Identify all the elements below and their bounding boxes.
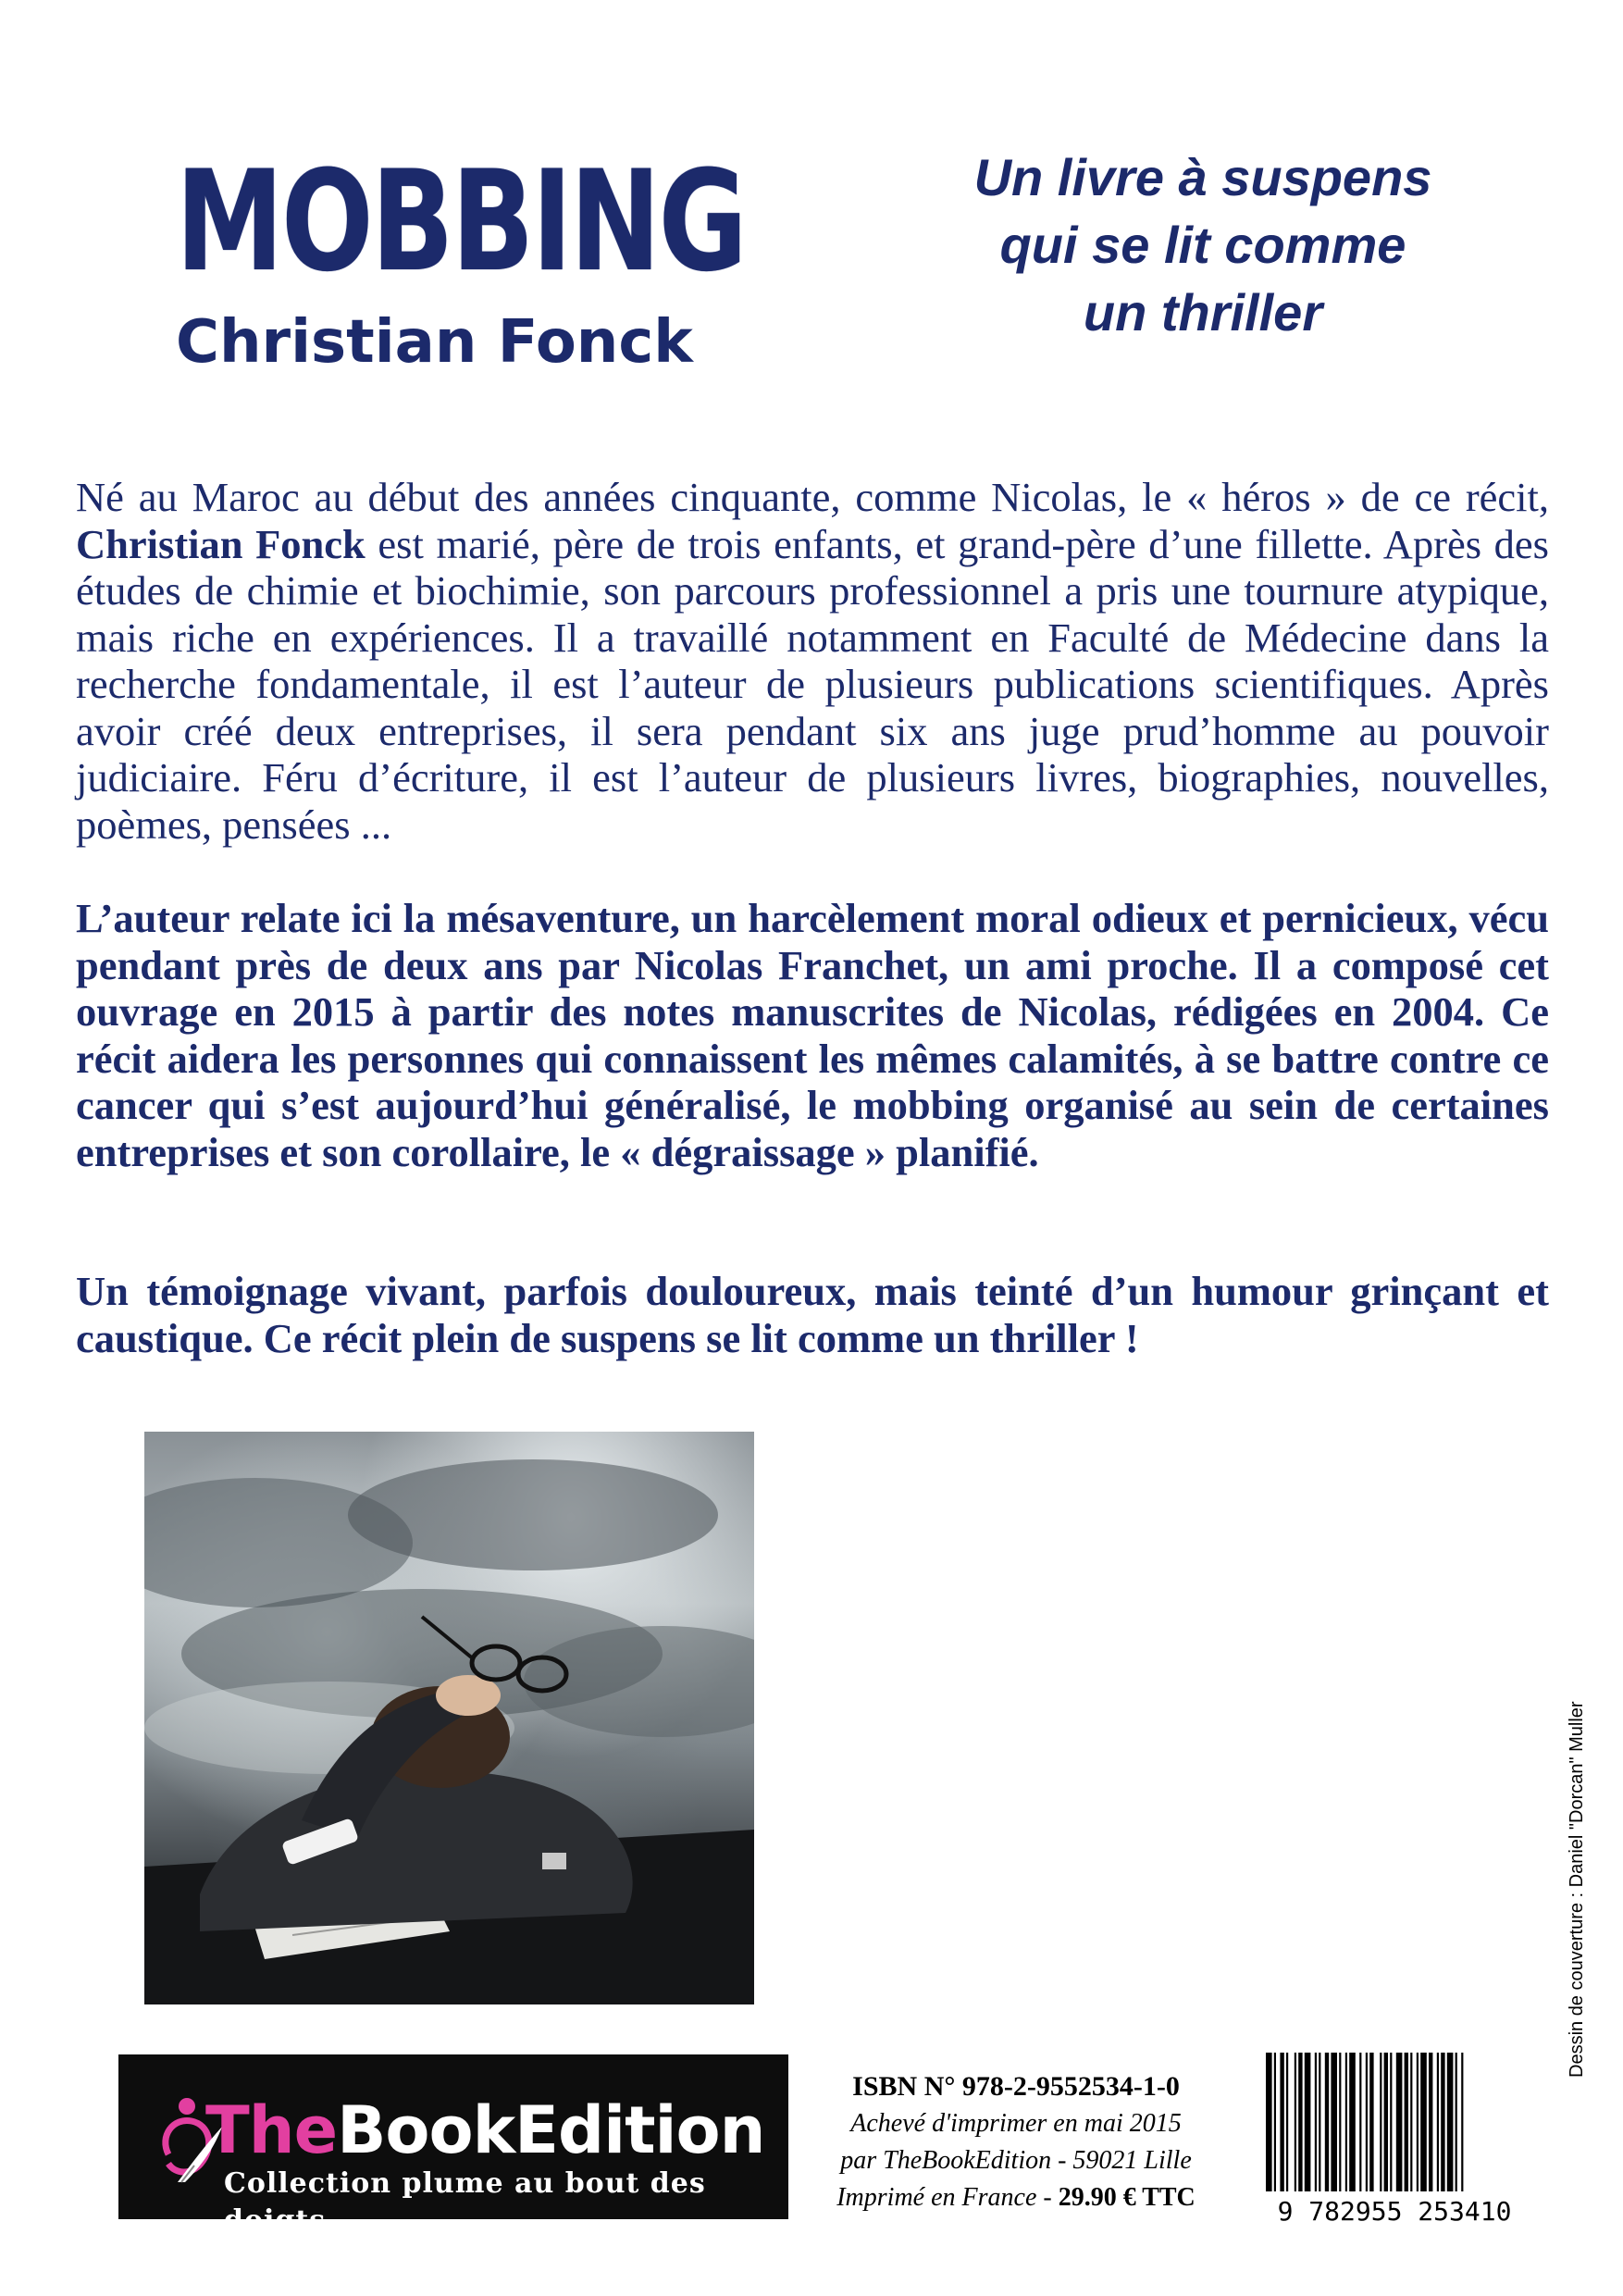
barcode-bar: [1410, 2053, 1412, 2191]
barcode-bar: [1359, 2053, 1361, 2191]
author-name: Christian Fonck: [176, 308, 693, 377]
author-biography: [76, 474, 1549, 848]
cover-credit: Dessin de couverture : Daniel "Dorcan" Muller: [1567, 1701, 1587, 2078]
barcode-bar: [1305, 2053, 1311, 2191]
brand-the: The: [205, 2092, 338, 2168]
barcode-bar: [1325, 2053, 1329, 2191]
barcode-bar: [1295, 2053, 1296, 2191]
barcode-digits: 9 782955 253410: [1277, 2196, 1512, 2227]
barcode-bar: [1380, 2053, 1381, 2191]
book-title: MOBBING: [176, 142, 746, 303]
imprint-block: [812, 2068, 1220, 2216]
barcode-bar: [1280, 2053, 1283, 2191]
print-date: Achevé d'imprimer en mai 2015: [850, 2109, 1182, 2138]
collection-name: Collection plume au bout des doigts: [224, 2167, 706, 2237]
bio-author-name: Christian Fonck: [76, 520, 365, 567]
barcode-bar: [1456, 2053, 1457, 2191]
publisher-name: [205, 2093, 779, 2167]
barcode-bar: [1384, 2053, 1388, 2191]
bio-text: est marié, père de trois enfants, et grand-père d’une fillette. Après des études de chimie et biochimie, son parcours professionnel a pris une tournure atypique, mais riche en expériences. Il a travaillé notamment en Faculté de Médecine dans la recherche fondamentale, il est l’auteur de plusieurs publications scientifiques. Après avoir créé deux entreprises, il sera pendant six ans juge prud’homme au pouvoir judiciaire. Féru d’écriture, il est l’auteur de plusieurs livres, biographies, nouvelles, poèmes, pensées ...: [76, 520, 1549, 848]
barcode-bar: [1315, 2053, 1317, 2191]
barcode-bar: [1286, 2053, 1288, 2191]
book-summary: L’auteur relate ici la mésaventure, un harcèlement moral odieux et pernicieux, vécu pendant près de deux ans par Nicolas Franchet, un ami proche. Il a composé cet ouvrage en 2015 à partir des notes manuscrites de Nicolas, rédigées en 2004. Ce récit aidera les personnes qui connaissent les mêmes calamités, à se battre contre ce cancer qui s’est aujourd’hui généralisé, le mobbing organisé au sein de certaines entreprises et son corollaire, le « dégraissage » planifié.: [76, 895, 1549, 1175]
origin-text: Imprimé en France -: [836, 2183, 1059, 2212]
tagline-line: Un livre à suspens: [973, 148, 1432, 206]
tagline-line: qui se lit comme: [999, 216, 1406, 274]
barcode-bar: [1331, 2053, 1337, 2191]
printer-line: par TheBookEdition - 59021 Lille: [840, 2146, 1192, 2175]
isbn: ISBN N° 978-2-9552534-1-0: [852, 2071, 1180, 2102]
barcode-bar: [1441, 2053, 1444, 2191]
barcode-bar: [1396, 2053, 1403, 2191]
barcode-bar: [1429, 2053, 1432, 2191]
barcode-bar: [1366, 2053, 1368, 2191]
barcode-bar: [1405, 2053, 1408, 2191]
bio-text: Né au Maroc au début des années cinquante, comme Nicolas, le « héros » de ce récit,: [76, 474, 1549, 520]
barcode-bar: [1461, 2053, 1463, 2191]
tagline-line: un thriller: [1083, 283, 1323, 341]
barcode-bar: [1420, 2053, 1427, 2191]
barcode-bar: [1369, 2053, 1373, 2191]
barcode-bar: [1447, 2053, 1454, 2191]
barcode-bar: [1266, 2053, 1272, 2191]
barcode-bar: [1345, 2053, 1347, 2191]
barcode-bar: [1390, 2053, 1392, 2191]
cover-photo: [144, 1432, 754, 2004]
testimony-blurb: Un témoignage vivant, parfois douloureux, mais teinté d’un humour grinçant et caustique. Ce récit plein de suspens se lit comme un thriller !: [76, 1268, 1549, 1361]
barcode-bar: [1298, 2053, 1302, 2191]
brand-rest: BookEdition: [337, 2092, 765, 2168]
barcode-bar: [1274, 2053, 1276, 2191]
origin-price-line: [812, 2179, 1220, 2216]
barcode-bar: [1339, 2053, 1341, 2191]
barcode-bar: [1319, 2053, 1320, 2191]
price: 29.90 € TTC: [1058, 2183, 1196, 2212]
barcode-bar: [1437, 2053, 1439, 2191]
barcode-bar: [1417, 2053, 1419, 2191]
barcode: [1264, 2053, 1542, 2217]
man-on-desk-illustration: [144, 1432, 754, 2004]
barcode-bar: [1349, 2053, 1356, 2191]
tagline: [888, 143, 1518, 346]
